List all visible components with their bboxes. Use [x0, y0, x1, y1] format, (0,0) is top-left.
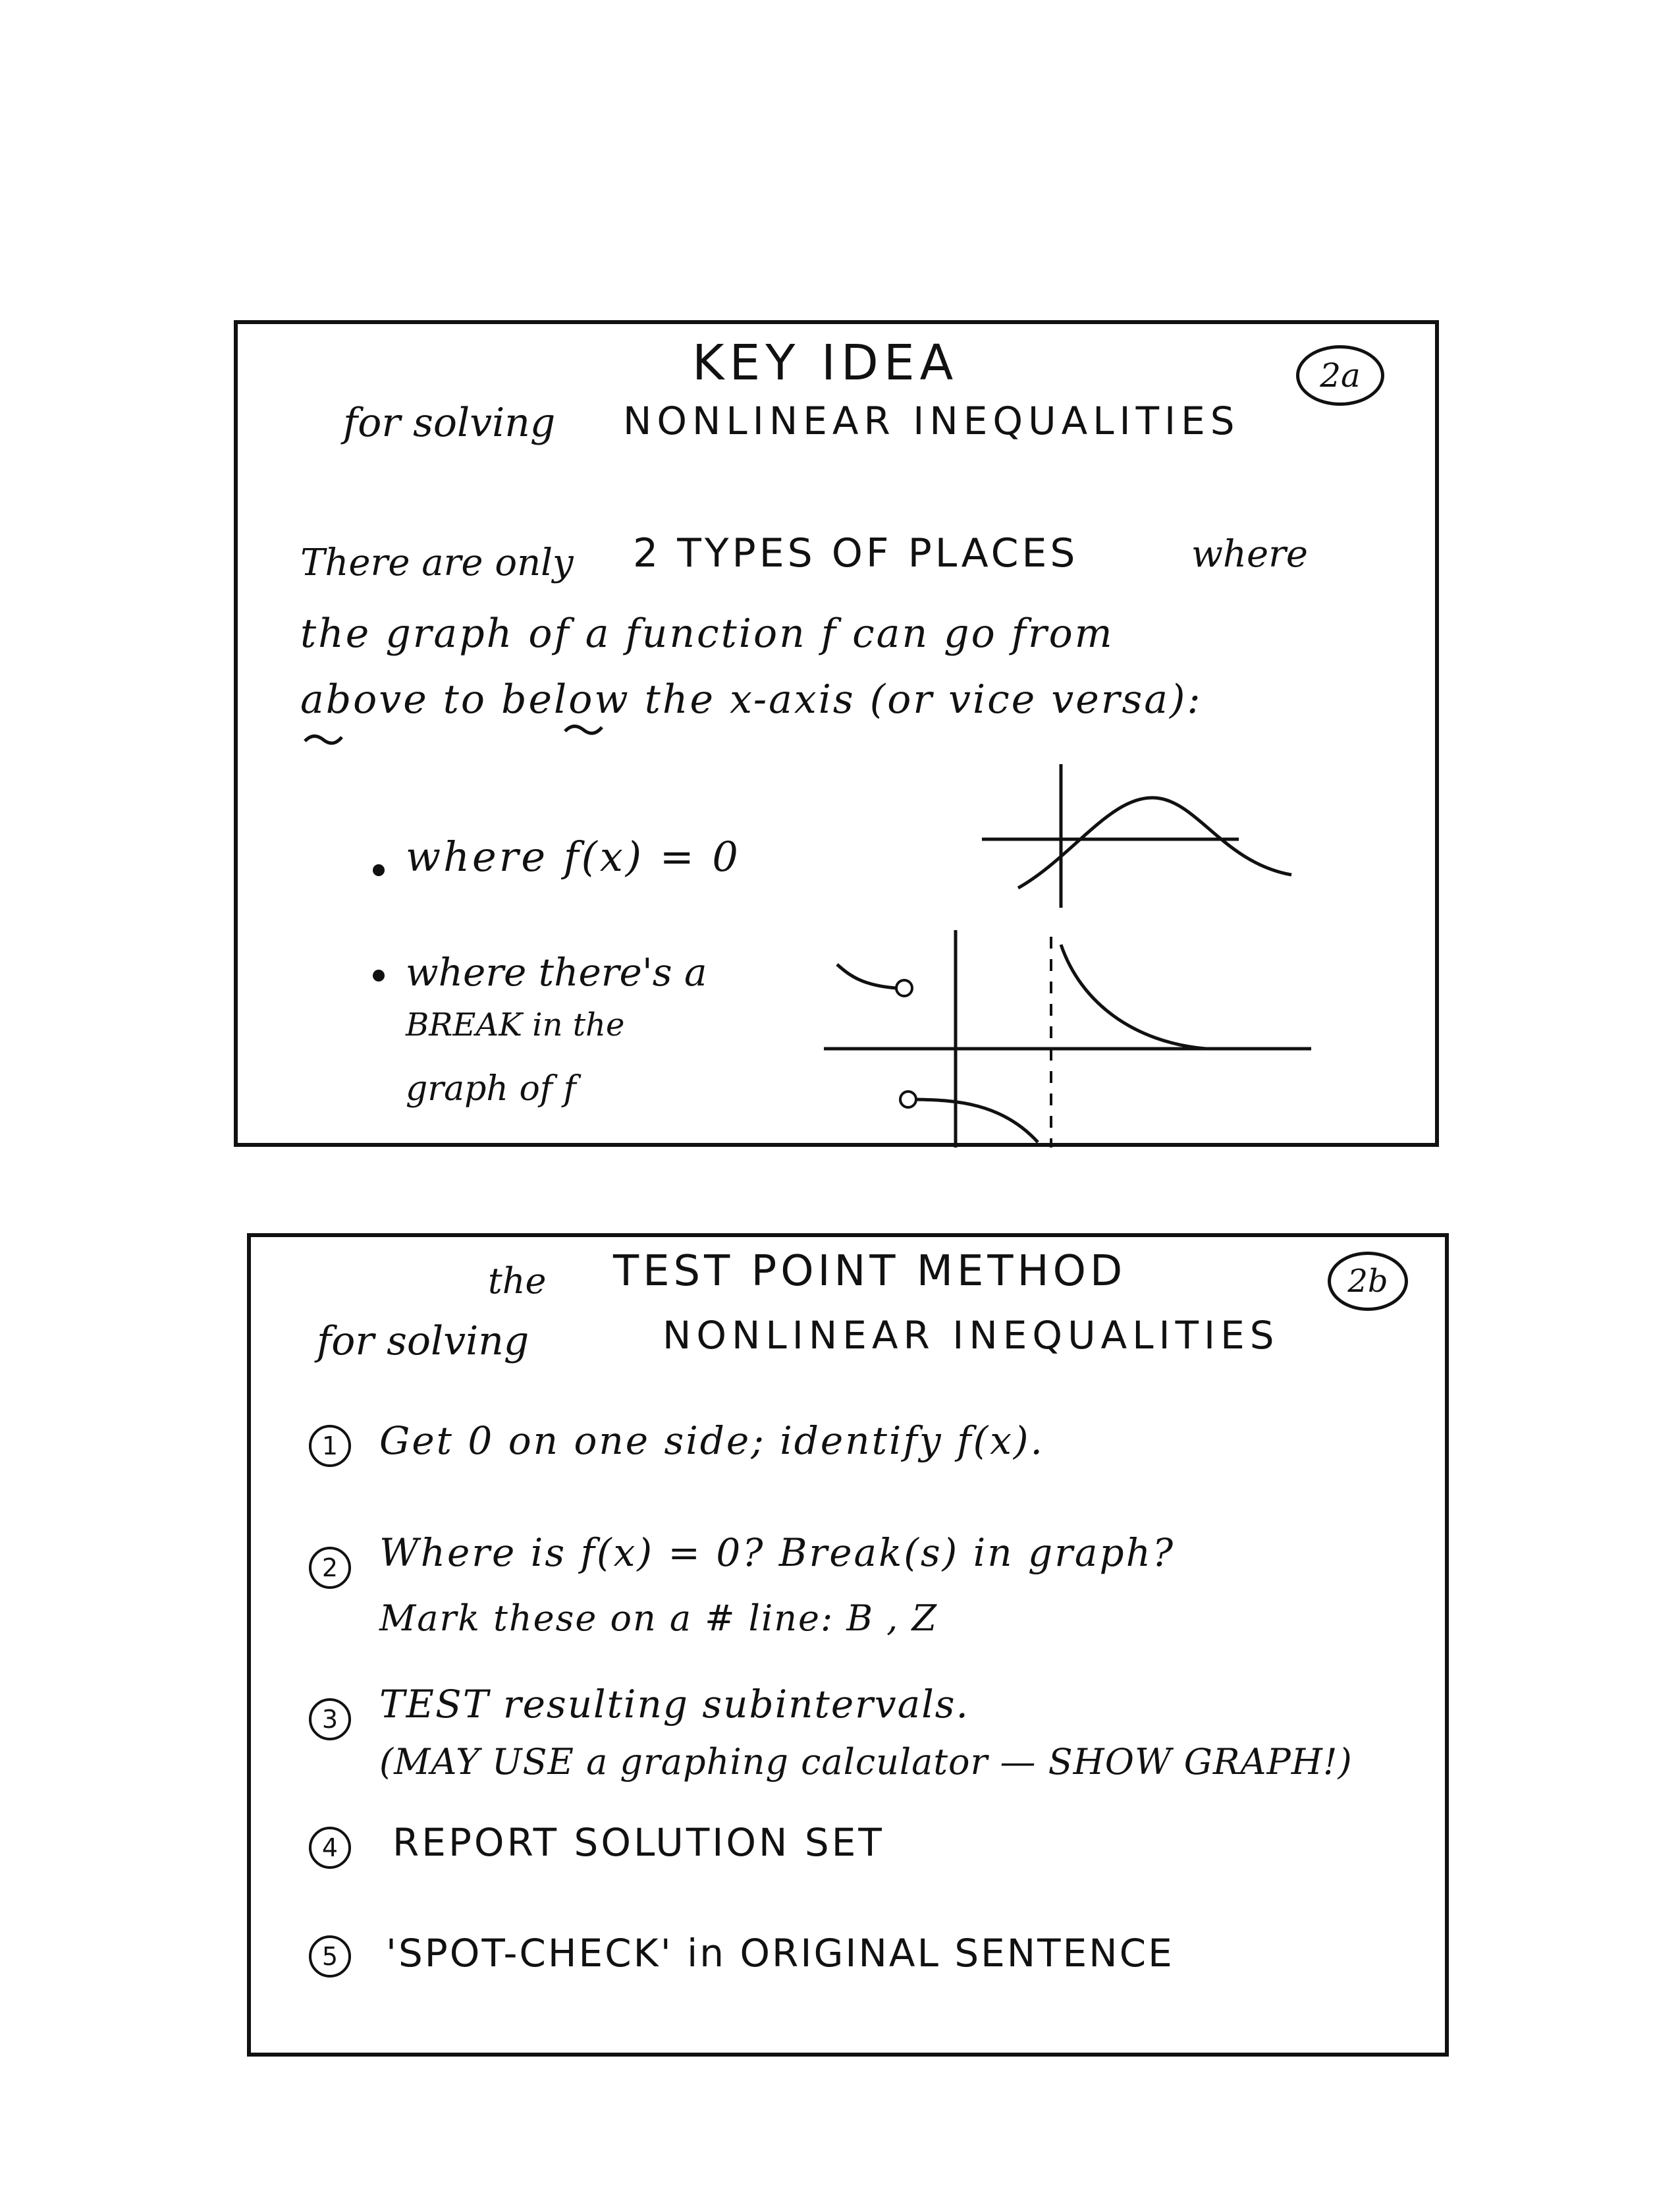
step-3-line1: TEST resulting subintervals. — [379, 1682, 969, 1727]
intro-line1-emphasis: 2 TYPES OF PLACES — [633, 530, 1079, 576]
intro-line2: the graph of a function f can go from — [300, 611, 1114, 657]
bullet-break-line2: BREAK in the — [406, 1007, 625, 1043]
key-idea-title: KEY IDEA — [692, 335, 959, 391]
step-3-line2: (MAY USE a graphing calculator — SHOW GRAPH!) — [379, 1741, 1353, 1783]
subtitle-caps: NONLINEAR INEQUALITIES — [623, 399, 1240, 443]
step-number-2: 2 — [309, 1547, 351, 1589]
bullet-dot — [373, 864, 385, 876]
bullet-break-line1: where there's a — [406, 950, 707, 995]
step-5-text: 'SPOT-CHECK' in ORIGINAL SENTENCE — [386, 1931, 1174, 1976]
step-number-5: 5 — [309, 1935, 351, 1978]
test-point-title: TEST POINT METHOD — [613, 1247, 1127, 1296]
bullet-zero-text: where f(x) = 0 — [406, 833, 741, 881]
step-4-text: REPORT SOLUTION SET — [393, 1820, 884, 1865]
break-graph — [824, 930, 1311, 1154]
zero-crossing-graph — [982, 764, 1351, 929]
bullet-break-line3: graph of f — [406, 1069, 576, 1109]
subtitle-hand: for solving — [317, 1318, 529, 1364]
step-number-1: 1 — [309, 1425, 351, 1467]
card-badge-2a: 2a — [1296, 345, 1384, 406]
underline-squiggle-above — [304, 729, 343, 749]
title-hand: the — [488, 1260, 547, 1302]
step-2-line2: Mark these on a # line: B , Z — [379, 1597, 938, 1639]
step-1-text: Get 0 on one side; identify f(x). — [379, 1418, 1044, 1463]
underline-squiggle-below — [564, 719, 603, 739]
key-idea-card — [234, 320, 1439, 1147]
intro-line1-start: There are only — [300, 541, 574, 584]
step-number-3: 3 — [309, 1698, 351, 1740]
subtitle-caps: NONLINEAR INEQUALITIES — [663, 1313, 1280, 1358]
test-point-card — [247, 1233, 1449, 2057]
bullet-dot — [373, 970, 385, 982]
intro-line1-end: where — [1191, 533, 1309, 576]
step-number-4: 4 — [309, 1827, 351, 1869]
intro-line3: above to below the x-axis (or vice versa): — [300, 677, 1203, 723]
step-2-line1: Where is f(x) = 0? Break(s) in graph? — [379, 1530, 1176, 1575]
subtitle-hand: for solving — [343, 400, 556, 446]
card-badge-2b: 2b — [1328, 1252, 1408, 1311]
